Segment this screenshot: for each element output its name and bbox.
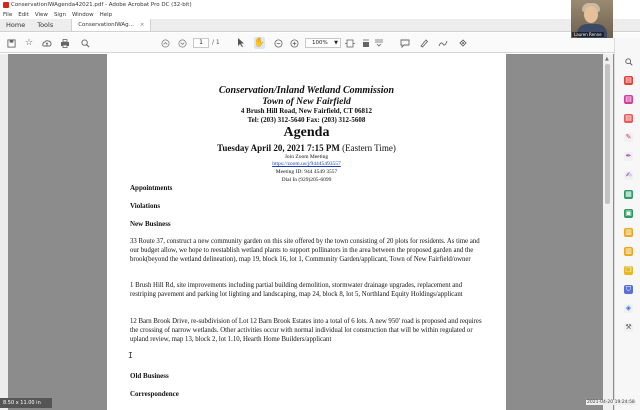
main-toolbar [0,33,640,53]
window-titlebar [0,0,640,10]
fit-page-icon[interactable] [345,37,355,49]
agenda-item-2: 1 Brush Hill Rd, site improvements including partial building demolition, stormwater drainage upgrades, replacement and restriping pavement and parking lot lighting and landscaping, map 24, block 8, lot 5, Northland Equity Holdings/applicant [130,282,463,298]
comment-icon[interactable] [400,37,410,49]
tab-document[interactable] [71,19,151,31]
redact-shield-icon[interactable]: ◈ [625,304,632,312]
doc-agenda-heading: Agenda [283,125,330,140]
search-icon[interactable] [624,58,633,67]
left-panel-strip[interactable] [0,54,8,410]
tab-tools[interactable]: Tools [37,21,54,29]
doc-address: 4 Brush Hill Road, New Fairfield, CT 06812 [240,107,373,115]
agenda-item-1: 33 Route 37, construct a new community garden on this site offered by the town consisting of 20 plots for residents. As time and our budget allow, we hope to reestablish wetland plants to support pollinators in the area between the proposed garden and the brook(beyond the wetland delineation), map 19, block 16, lot 1, Community Garden/applicant, Town of New Fairfield/owner [130,238,480,263]
doc-town: Town of New Fairfield [262,97,351,107]
save-icon[interactable] [6,37,16,49]
menu-bar [0,10,640,19]
sign-icon[interactable] [438,37,448,49]
comment-tool-icon[interactable]: ✎ [625,133,632,141]
doc-meeting-date-main: Tuesday April 20, 2021 7:15 PM [217,143,340,153]
doc-dial-in: Dial In (929)205-6099 [281,177,332,183]
doc-commission-title: Conservation/Inland Wetland Commission [218,85,395,96]
edit-pdf-icon[interactable]: ▤ [625,114,632,122]
export-pdf-icon[interactable]: ▤ [625,76,632,84]
highlight-pen-icon[interactable] [419,37,429,49]
acrobat-app-icon [3,2,9,8]
comment-bubble-icon[interactable]: ❐ [625,266,632,274]
section-correspondence: Correspondence [130,390,179,398]
protect-icon[interactable]: ⛉ [625,285,632,293]
tab-home[interactable]: Home [6,21,26,29]
compress-pdf-icon[interactable]: ▥ [625,228,632,236]
section-new-business: New Business [130,220,171,228]
zoom-level-select[interactable] [305,38,341,48]
send-for-signature-icon[interactable]: ✍ [625,171,632,179]
window-title: ConservationIWAgenda42021.pdf - Adobe Acrobat Pro DC (32-bit) [11,2,192,8]
organize-pages-icon[interactable]: ▦ [625,190,632,198]
next-page-icon[interactable] [177,37,187,49]
search-icon[interactable] [80,37,90,49]
tab-document-label: ConservationIWAg... [78,22,134,28]
zoom-level-value: 100% [312,40,328,46]
more-tools-icon[interactable]: ⚒ [625,323,632,331]
hand-tool-icon[interactable]: ✋ [253,37,266,48]
menu-edit[interactable]: Edit [18,11,29,18]
previous-page-icon[interactable] [160,37,170,49]
scroll-mode-icon[interactable] [361,37,371,49]
doc-meeting-id: Meeting ID: 944 4549 3557 [275,169,338,175]
scan-ocr-icon[interactable]: ▣ [625,209,632,217]
fill-sign-icon[interactable]: ✒ [625,152,632,160]
vertical-scrollbar[interactable] [603,54,613,410]
tab-bar [0,19,640,32]
webcam-participant-name: Lauren Renne [574,32,602,37]
doc-zoom-link[interactable]: https://zoom.us/j/94445493557 [272,161,341,167]
scrollbar-thumb[interactable] [605,64,610,204]
chevron-down-icon: ▼ [334,40,338,46]
share-tools-icon[interactable] [457,37,468,49]
zoom-in-icon[interactable] [289,37,299,49]
page-display-icon[interactable] [374,37,384,49]
right-tools-pane [614,38,640,410]
doc-meeting-date [107,143,506,153]
create-pdf-icon[interactable]: ▤ [625,95,632,103]
section-old-business: Old Business [130,372,169,380]
print-icon[interactable] [60,37,70,49]
participant-face [584,6,598,23]
section-violations: Violations [130,202,161,210]
doc-meeting-timezone: (Eastern Time) [342,143,396,153]
recording-clock: 2021-04-20 19:24:58 [587,400,635,405]
bookmark-star-icon[interactable]: ☆ [24,37,34,48]
doc-phone: Tel: (203) 312-5640 Fax: (203) 312-5608 [247,116,366,124]
pdf-page [107,54,506,410]
menu-file[interactable]: File [3,11,13,18]
select-cursor-icon[interactable] [236,37,246,49]
zoom-out-icon[interactable] [273,37,283,49]
menu-help[interactable]: Help [99,11,113,18]
menu-view[interactable]: View [34,11,48,18]
page-number-input[interactable]: 1 [193,38,209,48]
text-cursor-icon: I [128,351,133,360]
webcam-overlay [571,0,613,38]
scroll-up-icon[interactable]: ▲ [605,56,609,62]
page-size-status: 8.50 x 11.00 in [0,398,52,408]
close-tab-icon[interactable]: × [139,22,145,28]
doc-zoom-join: Join Zoom Meeting [284,154,329,160]
agenda-item-3: 12 Barn Brook Drive, re-subdivision of Lot 12 Barn Brook Estates into a total of 6 lots. A new 950' road is proposed and requires the crossing of narrow wetlands. Other activities occur with normal individual lot construction that will be within regulated or upland review, map 13, block 2, lot 1.10, Hearth Home Builders/applicant [130,318,482,343]
menu-window[interactable]: Window [71,11,94,18]
upload-cloud-icon[interactable] [42,37,52,49]
page-total: / 1 [212,39,220,46]
menu-sign[interactable]: Sign [53,11,66,18]
section-appointments: Appointments [130,184,173,192]
prepare-form-icon[interactable]: ▥ [625,247,632,255]
